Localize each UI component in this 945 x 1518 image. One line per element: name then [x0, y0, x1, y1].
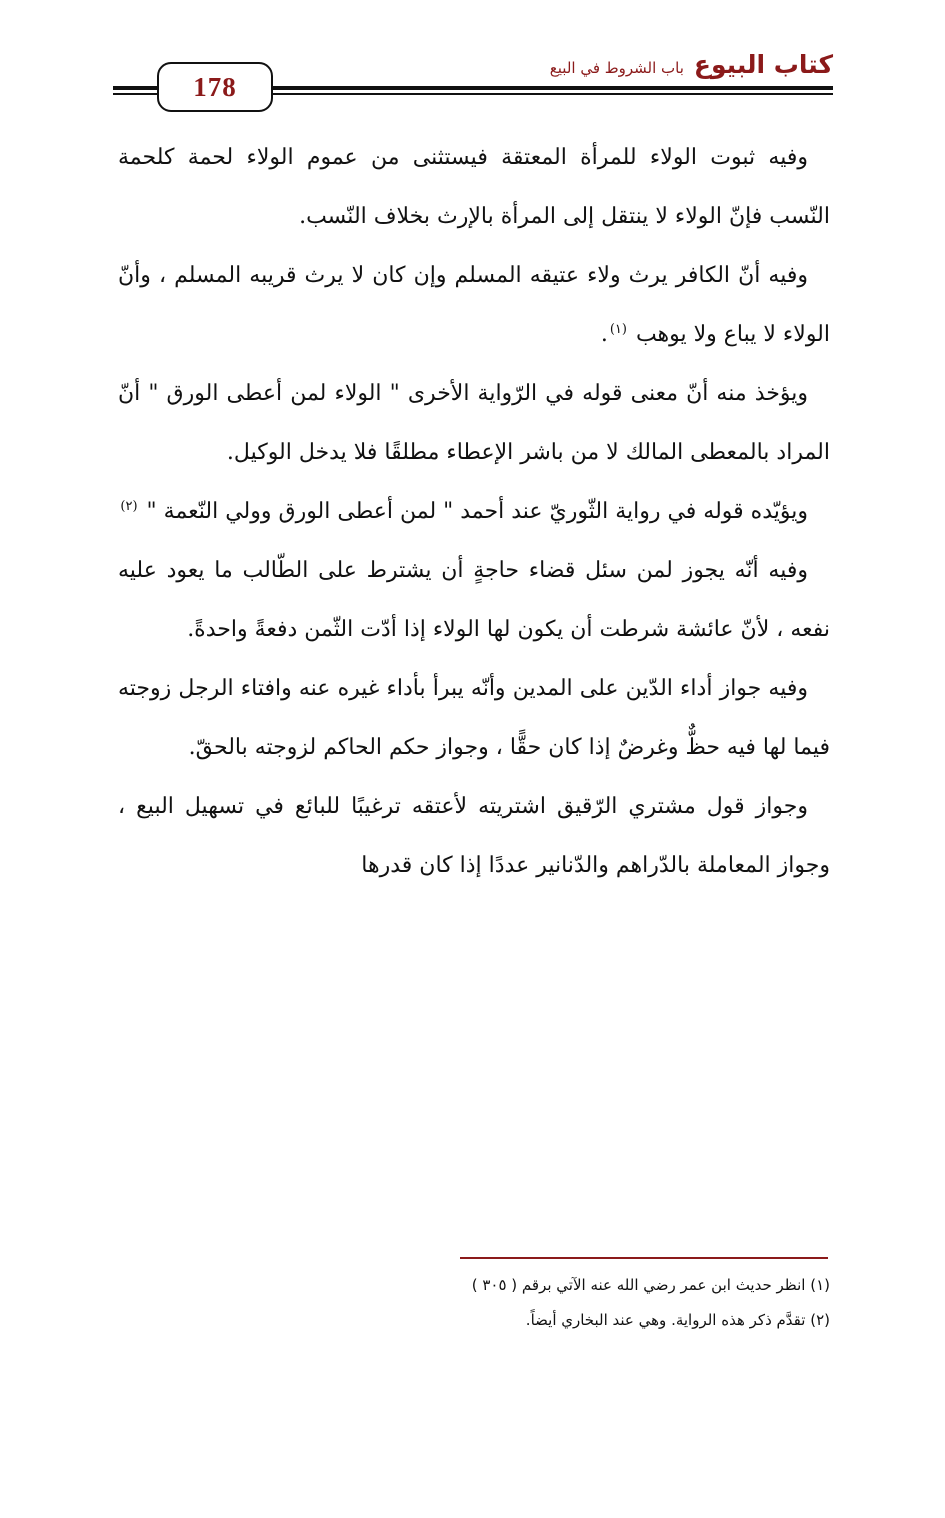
page-number: 178 [193, 71, 237, 102]
footnote-separator [460, 1257, 828, 1259]
paragraph-6 [118, 659, 830, 777]
paragraph-3-text: ويؤخذ منه أنّ معنى قوله في الرّواية الأخرى " الولاء لمن أعطى الورق " أنّ المراد بالمعطى المالك لا من باشر الإعطاء مطلقًا فلا يدخل الوكيل. [118, 381, 830, 465]
paragraph-2-end: . [600, 322, 608, 347]
footnote-ref-1[interactable]: (١) [609, 321, 627, 337]
main-text [118, 128, 830, 895]
paragraph-2 [118, 246, 830, 364]
paragraph-1 [118, 128, 830, 246]
paragraph-4-text: ويؤيّده قوله في رواية الثّوريّ عند أحمد " لمن أعطى الورق وولي النّعمة " [146, 499, 808, 524]
paragraph-7-text: وجواز قول مشتري الرّقيق اشتريته لأعتقه ترغيبًا للبائع في تسهيل البيع ، وجواز المعاملة بالدّراهم والدّنانير عددًا إذا كان قدرها [118, 794, 830, 878]
paragraph-2-text: وفيه أنّ الكافر يرث ولاء عتيقه المسلم وإن كان لا يرث قريبه المسلم ، وأنّ الولاء لا يباع ولا يوهب [118, 263, 830, 347]
running-head [542, 50, 833, 84]
paragraph-5-text: وفيه أنّه يجوز لمن سئل قضاء حاجةٍ أن يشترط على الطّالب ما يعود عليه نفعه ، لأنّ عائشة شرطت أن يكون لها الولاء إذا أدّت الثّمن دفعةً واحدةً. [118, 558, 830, 642]
page-number-box [157, 62, 273, 112]
footnote-ref-2[interactable]: (٢) [120, 498, 138, 514]
paragraph-7 [118, 777, 830, 895]
chapter-title: باب الشروط في البيع [549, 59, 684, 77]
footnotes [400, 1268, 830, 1338]
paragraph-6-text: وفيه جواز أداء الدّين على المدين وأنّه يبرأ بأداء غيره عنه وافتاء الرجل زوجته فيما لها فيه حظٌّ وغرضٌ إذا كان حقًّا ، وجواز حكم الحاكم لزوجته بالحقّ. [118, 676, 830, 760]
paragraph-1-text: وفيه ثبوت الولاء للمرأة المعتقة فيستثنى من عموم الولاء لحمة كلحمة النّسب فإنّ الولاء لا ينتقل إلى المرأة بالإرث بخلاف النّسب. [118, 145, 830, 229]
footnote-1: (١) انظر حديث ابن عمر رضي الله عنه الآتي برقم ( ٣٠٥ ) [471, 1276, 830, 1294]
page-header [113, 48, 833, 110]
paragraph-4 [118, 482, 830, 541]
footnote-2: (٢) تقدَّم ذكر هذه الرواية. وهي عند البخاري أيضاً. [525, 1311, 830, 1329]
paragraph-3 [118, 364, 830, 482]
book-title: كتاب البيوع [693, 50, 833, 79]
paragraph-5 [118, 541, 830, 659]
